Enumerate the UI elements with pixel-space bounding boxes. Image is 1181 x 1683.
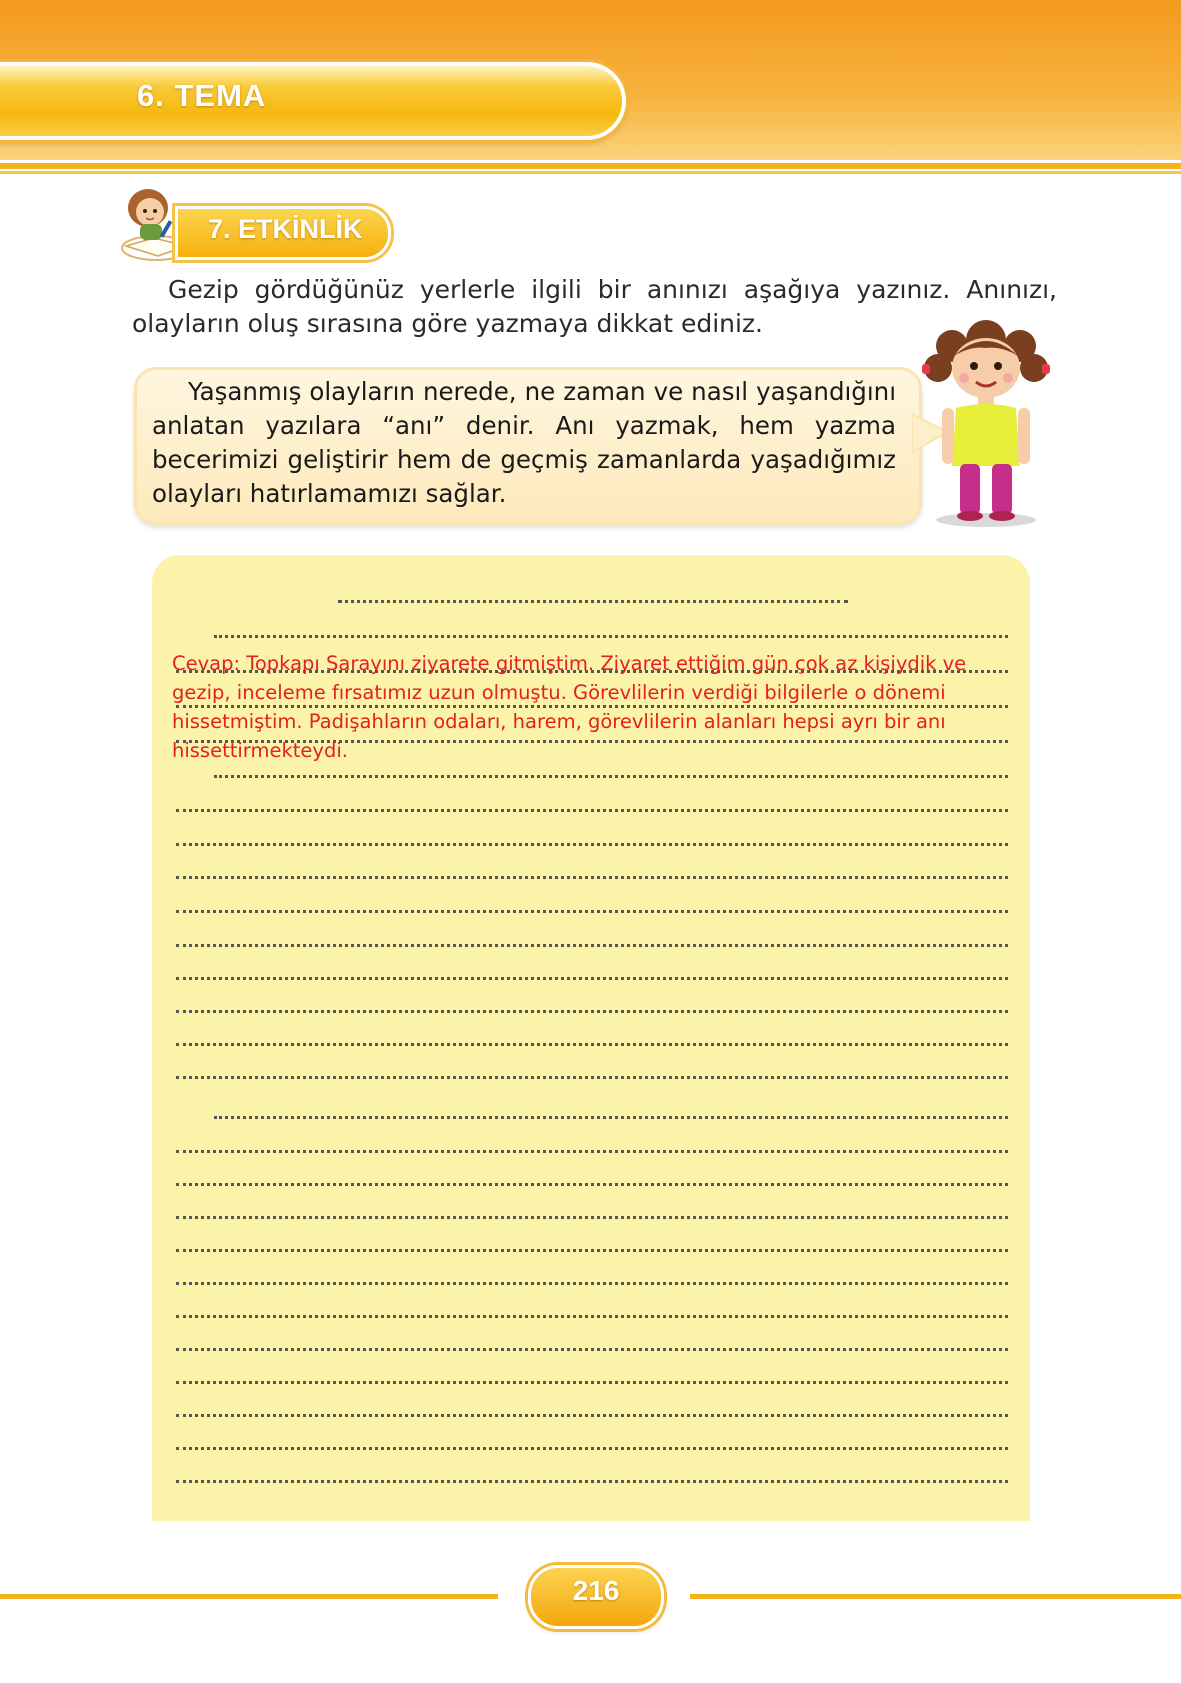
dotted-line	[176, 843, 1008, 846]
dotted-line	[176, 1348, 1008, 1351]
dotted-line	[176, 1315, 1008, 1318]
page-number: 216	[572, 1575, 620, 1606]
instruction-text: Gezip gördüğünüz yerlerle ilgili bir anınızı aşağıya yazınız. Anınızı, olayların oluş sırasına göre yazmaya dikkat ediniz.	[132, 275, 1057, 338]
dotted-line	[176, 1414, 1008, 1417]
dotted-line	[176, 1043, 1008, 1046]
dotted-line	[176, 910, 1008, 913]
dotted-line	[176, 809, 1008, 812]
footer-divider-left	[0, 1594, 498, 1599]
girl-character-icon	[912, 316, 1060, 530]
dotted-line	[176, 944, 1008, 947]
dotted-line	[176, 1150, 1008, 1153]
dotted-line	[176, 1480, 1008, 1483]
dotted-line	[176, 1381, 1008, 1384]
dotted-line	[176, 1282, 1008, 1285]
activity-label: 7. ETKİNLİK	[208, 214, 363, 244]
dotted-line	[338, 600, 848, 603]
header-divider	[0, 163, 1181, 169]
dotted-line	[214, 635, 1008, 638]
dotted-line	[214, 775, 1008, 778]
footer-divider-right	[690, 1594, 1181, 1599]
info-text: Yaşanmış olayların nerede, ne zaman ve nasıl yaşandığını anlatan yazılara “anı” denir. Anı yazmak, hem yazma becerimizi geliştirir hem de geçmiş zamanlarda yaşadığımız olayları hatırlamamızı sağlar.	[152, 377, 896, 508]
dotted-line	[176, 1010, 1008, 1013]
dotted-line	[214, 1116, 1008, 1119]
theme-banner	[0, 62, 626, 140]
dotted-line	[176, 1447, 1008, 1450]
header-divider-thin	[0, 171, 1181, 174]
dotted-line	[176, 1249, 1008, 1252]
dotted-line	[176, 977, 1008, 980]
dotted-line	[176, 1216, 1008, 1219]
dotted-line	[176, 876, 1008, 879]
theme-label: 6. TEMA	[137, 78, 267, 113]
dotted-line	[176, 1183, 1008, 1186]
dotted-line	[176, 1076, 1008, 1079]
answer-text: Cevap: Topkapı Sarayını ziyarete gitmiştim. Ziyaret ettiğim gün çok az kişiydik ve gezip, inceleme fırsatımız uzun olmuştu. Görevlilerin verdiği bilgilerle o dönemi hissetmiştim. Padişahların odaları, harem, görevlilerin alanları hepsi ayrı bir anı hissettirmekteydi.	[172, 652, 967, 762]
